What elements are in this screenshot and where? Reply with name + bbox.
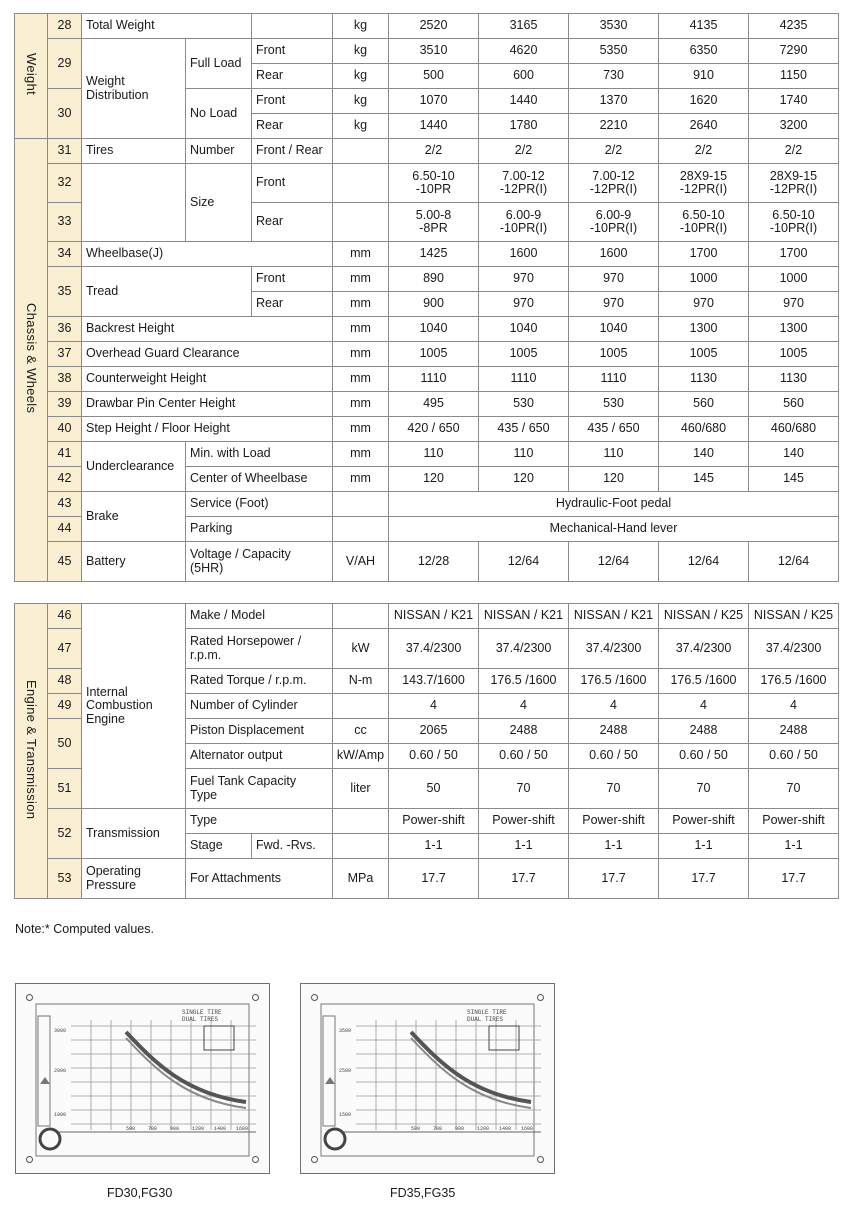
- value-cell: 0.60 / 50: [569, 744, 659, 769]
- unit: mm: [333, 317, 389, 342]
- value-cell: 1620: [659, 89, 749, 114]
- item-label: Battery: [82, 542, 186, 582]
- axis-tick-label: 700: [148, 1126, 158, 1132]
- value-cell: 1040: [389, 317, 479, 342]
- item-label: Overhead Guard Clearance: [82, 342, 333, 367]
- value-cell: 3165: [479, 14, 569, 39]
- value-cell: 435 / 650: [479, 417, 569, 442]
- axis-tick-label: 1600: [521, 1126, 534, 1132]
- value-cell: 460/680: [659, 417, 749, 442]
- value-cell: 560: [749, 392, 839, 417]
- row-number: 44: [48, 517, 82, 542]
- value-cell: 110: [569, 442, 659, 467]
- row-number: 39: [48, 392, 82, 417]
- value-cell: 140: [749, 442, 839, 467]
- value-cell: NISSAN / K21: [479, 604, 569, 629]
- value-cell: 12/64: [659, 542, 749, 582]
- item-label: Counterweight Height: [82, 367, 333, 392]
- value-cell: 0.60 / 50: [389, 744, 479, 769]
- sub-label: For Attachments: [186, 859, 333, 899]
- value-cell: 4: [659, 694, 749, 719]
- unit: mm: [333, 417, 389, 442]
- row-number: 43: [48, 492, 82, 517]
- value-cell: 970: [479, 292, 569, 317]
- row-number: 51: [48, 769, 82, 809]
- unit: N-m: [333, 669, 389, 694]
- row-number: 53: [48, 859, 82, 899]
- value-cell: 1000: [749, 267, 839, 292]
- value-cell: 4: [569, 694, 659, 719]
- row-number: 48: [48, 669, 82, 694]
- sub-label: Full Load: [186, 39, 252, 89]
- value-cell: 530: [569, 392, 659, 417]
- value-cell: 176.5 /1600: [659, 669, 749, 694]
- value-cell: 1440: [389, 114, 479, 139]
- item-label: Underclearance: [82, 442, 186, 492]
- value-cell: 120: [389, 467, 479, 492]
- value-cell: 4: [749, 694, 839, 719]
- sub-label: No Load: [186, 89, 252, 139]
- table-row: [15, 342, 839, 367]
- row-number: 38: [48, 367, 82, 392]
- value-cell: 1110: [479, 367, 569, 392]
- row-number: 31: [48, 139, 82, 164]
- load-chart-plate: [15, 983, 270, 1174]
- axis-tick-label: 500: [411, 1126, 421, 1132]
- value-cell: 145: [659, 467, 749, 492]
- unit: kg: [333, 14, 389, 39]
- axis-tick-label: 1500: [339, 1112, 352, 1118]
- value-cell: 1440: [479, 89, 569, 114]
- unit: kW/Amp: [333, 744, 389, 769]
- value-cell: 1300: [659, 317, 749, 342]
- sub-label: Number: [186, 139, 252, 164]
- row-number: 45: [48, 542, 82, 582]
- value-cell: 3200: [749, 114, 839, 139]
- table-row: [15, 442, 839, 467]
- value-cell: 435 / 650: [569, 417, 659, 442]
- value-cell: 176.5 /1600: [749, 669, 839, 694]
- item-label: Backrest Height: [82, 317, 333, 342]
- value-cell: 1130: [749, 367, 839, 392]
- value-cell: 890: [389, 267, 479, 292]
- value-cell: 70: [659, 769, 749, 809]
- unit: cc: [333, 719, 389, 744]
- sub-label: Type: [186, 809, 333, 834]
- value-cell: 600: [479, 64, 569, 89]
- row-number: 35: [48, 267, 82, 317]
- row-number: 42: [48, 467, 82, 492]
- value-cell: 2/2: [659, 139, 749, 164]
- value-cell: 0.60 / 50: [479, 744, 569, 769]
- value-cell: 560: [659, 392, 749, 417]
- value-cell: 1-1: [389, 834, 479, 859]
- sub-label: Front: [252, 39, 333, 64]
- load-chart-drawing: [301, 984, 554, 1173]
- value-cell: 120: [479, 467, 569, 492]
- value-cell: 1070: [389, 89, 479, 114]
- table-row: [15, 809, 839, 834]
- axis-tick-label: 700: [433, 1126, 443, 1132]
- value-cell: 28X9-15 -12PR(I): [659, 164, 749, 203]
- table-row: [15, 242, 839, 267]
- sub-label: Service (Foot): [186, 492, 333, 517]
- row-number: 28: [48, 14, 82, 39]
- unit: mm: [333, 242, 389, 267]
- table-row: [15, 14, 839, 39]
- item-label: Weight Distribution: [82, 39, 186, 139]
- value-cell: 2520: [389, 14, 479, 39]
- table-row: [15, 542, 839, 582]
- item-label: Drawbar Pin Center Height: [82, 392, 333, 417]
- value-cell: 176.5 /1600: [569, 669, 659, 694]
- value-cell: 1600: [569, 242, 659, 267]
- value-cell: Power-shift: [479, 809, 569, 834]
- value-cell: 6.00-9 -10PR(I): [569, 203, 659, 242]
- table-row: [15, 392, 839, 417]
- value-cell: 4235: [749, 14, 839, 39]
- unit: mm: [333, 292, 389, 317]
- table-row: [15, 267, 839, 292]
- value-cell: 970: [569, 292, 659, 317]
- row-number: 36: [48, 317, 82, 342]
- unit: mm: [333, 467, 389, 492]
- value-cell: 530: [479, 392, 569, 417]
- table-row: [15, 317, 839, 342]
- value-cell: Power-shift: [569, 809, 659, 834]
- value-cell: 1600: [479, 242, 569, 267]
- item-label: Internal Combustion Engine: [82, 604, 186, 809]
- value-cell: 37.4/2300: [389, 629, 479, 669]
- value-cell: 1740: [749, 89, 839, 114]
- sub-label: Fwd. -Rvs.: [252, 834, 333, 859]
- unit: liter: [333, 769, 389, 809]
- value-cell: 1780: [479, 114, 569, 139]
- value-cell: 0.60 / 50: [659, 744, 749, 769]
- spec-table-engine: [14, 603, 839, 899]
- value-cell: NISSAN / K21: [389, 604, 479, 629]
- axis-tick-label: 3500: [339, 1028, 352, 1034]
- value-cell: 1-1: [569, 834, 659, 859]
- value-cell: 970: [569, 267, 659, 292]
- axis-tick-label: 900: [170, 1126, 180, 1132]
- value-cell: 2/2: [569, 139, 659, 164]
- row-number: 30: [48, 89, 82, 139]
- item-label: Brake: [82, 492, 186, 542]
- sub-label: Min. with Load: [186, 442, 333, 467]
- group-weight: Weight: [15, 14, 48, 139]
- value-cell: 2488: [749, 719, 839, 744]
- value-cell: 1300: [749, 317, 839, 342]
- value-cell: 6.00-9 -10PR(I): [479, 203, 569, 242]
- value-cell: 2640: [659, 114, 749, 139]
- table-row: [15, 417, 839, 442]
- group-engine: Engine & Transmission: [15, 604, 48, 899]
- load-chart-drawing: [16, 984, 269, 1173]
- value-cell: 6.50-10 -10PR(I): [749, 203, 839, 242]
- plate-title: SINGLE TIRE: [467, 1009, 507, 1016]
- row-number: 33: [48, 203, 82, 242]
- value-cell: 0.60 / 50: [749, 744, 839, 769]
- sub-label: Alternator output: [186, 744, 333, 769]
- value-cell: 7290: [749, 39, 839, 64]
- value-cell: 1000: [659, 267, 749, 292]
- item-label: Total Weight: [82, 14, 252, 39]
- value-cell: 2210: [569, 114, 659, 139]
- value-cell: 12/64: [569, 542, 659, 582]
- value-cell: 50: [389, 769, 479, 809]
- sub-label: Size: [186, 164, 252, 242]
- sub-label: Center of Wheelbase: [186, 467, 333, 492]
- value-cell: 12/28: [389, 542, 479, 582]
- item-label: Transmission: [82, 809, 186, 859]
- value-cell: 12/64: [749, 542, 839, 582]
- table-row: [15, 39, 839, 64]
- axis-tick-label: 2000: [54, 1068, 67, 1074]
- value-cell: 37.4/2300: [569, 629, 659, 669]
- value-cell: 5350: [569, 39, 659, 64]
- value-cell: 4620: [479, 39, 569, 64]
- value-cell: 2/2: [389, 139, 479, 164]
- value-cell: NISSAN / K25: [659, 604, 749, 629]
- value-cell: 37.4/2300: [659, 629, 749, 669]
- value-cell: 3510: [389, 39, 479, 64]
- sub-label: Rated Horsepower / r.p.m.: [186, 629, 333, 669]
- value-cell: 910: [659, 64, 749, 89]
- axis-tick-label: 1400: [214, 1126, 227, 1132]
- value-cell: 70: [479, 769, 569, 809]
- value-cell: 1005: [659, 342, 749, 367]
- axis-tick-label: 2500: [339, 1068, 352, 1074]
- value-cell: NISSAN / K21: [569, 604, 659, 629]
- axis-tick-label: 1600: [236, 1126, 249, 1132]
- value-cell: 7.00-12 -12PR(I): [479, 164, 569, 203]
- unit: mm: [333, 367, 389, 392]
- table-row: [15, 367, 839, 392]
- value-cell: 110: [479, 442, 569, 467]
- chart-caption: FD30,FG30: [107, 1186, 173, 1200]
- value-cell: 970: [749, 292, 839, 317]
- value-cell: Hydraulic-Foot pedal: [389, 492, 839, 517]
- value-cell: Power-shift: [659, 809, 749, 834]
- row-number: 32: [48, 164, 82, 203]
- table-row: [15, 604, 839, 629]
- value-cell: 2488: [659, 719, 749, 744]
- value-cell: 143.7/1600: [389, 669, 479, 694]
- sub-label: Rear: [252, 64, 333, 89]
- value-cell: 1005: [479, 342, 569, 367]
- value-cell: 1700: [749, 242, 839, 267]
- value-cell: 1005: [749, 342, 839, 367]
- row-number: 29: [48, 39, 82, 89]
- sub-label: Piston Displacement: [186, 719, 333, 744]
- axis-tick-label: 1200: [477, 1126, 490, 1132]
- axis-tick-label: 1400: [499, 1126, 512, 1132]
- value-cell: Power-shift: [389, 809, 479, 834]
- sub-label: Rear: [252, 203, 333, 242]
- value-cell: 2488: [569, 719, 659, 744]
- unit: mm: [333, 342, 389, 367]
- value-cell: 17.7: [479, 859, 569, 899]
- value-cell: 120: [569, 467, 659, 492]
- value-cell: 1-1: [479, 834, 569, 859]
- group-chassis: Chassis & Wheels: [15, 139, 48, 582]
- value-cell: 500: [389, 64, 479, 89]
- value-cell: 37.4/2300: [479, 629, 569, 669]
- sub-label: Front / Rear: [252, 139, 333, 164]
- value-cell: 1-1: [749, 834, 839, 859]
- value-cell: 17.7: [389, 859, 479, 899]
- value-cell: 1005: [389, 342, 479, 367]
- row-number: 49: [48, 694, 82, 719]
- unit: MPa: [333, 859, 389, 899]
- value-cell: 2065: [389, 719, 479, 744]
- axis-tick-label: 1200: [192, 1126, 205, 1132]
- unit: kg: [333, 114, 389, 139]
- sub-label: Front: [252, 89, 333, 114]
- value-cell: 17.7: [749, 859, 839, 899]
- value-cell: 2488: [479, 719, 569, 744]
- table-row: [15, 139, 839, 164]
- unit: mm: [333, 392, 389, 417]
- value-cell: 495: [389, 392, 479, 417]
- row-number: 50: [48, 719, 82, 769]
- value-cell: 37.4/2300: [749, 629, 839, 669]
- row-number: 52: [48, 809, 82, 859]
- value-cell: 3530: [569, 14, 659, 39]
- unit: kg: [333, 64, 389, 89]
- plate-subtitle: DUAL TIRES: [182, 1016, 219, 1023]
- value-cell: 970: [479, 267, 569, 292]
- value-cell: 1425: [389, 242, 479, 267]
- table-row: [15, 492, 839, 517]
- sub-label: Front: [252, 267, 333, 292]
- value-cell: 4: [479, 694, 569, 719]
- axis-tick-label: 900: [455, 1126, 465, 1132]
- row-number: 41: [48, 442, 82, 467]
- value-cell: 1130: [659, 367, 749, 392]
- sub-label: Front: [252, 164, 333, 203]
- value-cell: 900: [389, 292, 479, 317]
- value-cell: 12/64: [479, 542, 569, 582]
- value-cell: 176.5 /1600: [479, 669, 569, 694]
- unit: kW: [333, 629, 389, 669]
- value-cell: 145: [749, 467, 839, 492]
- row-number: 40: [48, 417, 82, 442]
- plate-subtitle: DUAL TIRES: [467, 1016, 504, 1023]
- value-cell: 1700: [659, 242, 749, 267]
- row-number: 46: [48, 604, 82, 629]
- value-cell: 1150: [749, 64, 839, 89]
- value-cell: 2/2: [749, 139, 839, 164]
- unit: mm: [333, 267, 389, 292]
- item-label: Wheelbase(J): [82, 242, 333, 267]
- axis-tick-label: 500: [126, 1126, 136, 1132]
- value-cell: 17.7: [659, 859, 749, 899]
- value-cell: 1110: [389, 367, 479, 392]
- sub-label: Number of Cylinder: [186, 694, 333, 719]
- sub-label: Parking: [186, 517, 333, 542]
- sub-label: Voltage / Capacity (5HR): [186, 542, 333, 582]
- value-cell: 1040: [569, 317, 659, 342]
- value-cell: 4135: [659, 14, 749, 39]
- value-cell: 28X9-15 -12PR(I): [749, 164, 839, 203]
- value-cell: 970: [659, 292, 749, 317]
- sub-label: Stage: [186, 834, 252, 859]
- value-cell: 70: [749, 769, 839, 809]
- unit: kg: [333, 89, 389, 114]
- spec-table-weight-chassis: [14, 13, 839, 582]
- unit: V/AH: [333, 542, 389, 582]
- value-cell: 6350: [659, 39, 749, 64]
- value-cell: 140: [659, 442, 749, 467]
- item-label: Step Height / Floor Height: [82, 417, 333, 442]
- value-cell: 6.50-10 -10PR(I): [659, 203, 749, 242]
- sub-label: Rear: [252, 114, 333, 139]
- item-label: Tires: [82, 139, 186, 164]
- value-cell: 110: [389, 442, 479, 467]
- chart-caption: FD35,FG35: [390, 1186, 456, 1200]
- sub-label: Rear: [252, 292, 333, 317]
- value-cell: 4: [389, 694, 479, 719]
- axis-tick-label: 1000: [54, 1112, 67, 1118]
- sub-label: Make / Model: [186, 604, 333, 629]
- sub-label: Rated Torque / r.p.m.: [186, 669, 333, 694]
- row-number: 37: [48, 342, 82, 367]
- axis-tick-label: 3000: [54, 1028, 67, 1034]
- value-cell: 730: [569, 64, 659, 89]
- value-cell: 420 / 650: [389, 417, 479, 442]
- table-row: [15, 164, 839, 203]
- unit: kg: [333, 39, 389, 64]
- item-label: Tread: [82, 267, 252, 317]
- value-cell: 5.00-8 -8PR: [389, 203, 479, 242]
- row-number: 34: [48, 242, 82, 267]
- value-cell: 17.7: [569, 859, 659, 899]
- value-cell: 1370: [569, 89, 659, 114]
- plate-title: SINGLE TIRE: [182, 1009, 222, 1016]
- row-number: 47: [48, 629, 82, 669]
- sub-label: Fuel Tank Capacity Type: [186, 769, 333, 809]
- value-cell: Power-shift: [749, 809, 839, 834]
- table-row: [15, 859, 839, 899]
- value-cell: 7.00-12 -12PR(I): [569, 164, 659, 203]
- value-cell: 70: [569, 769, 659, 809]
- value-cell: 2/2: [479, 139, 569, 164]
- value-cell: NISSAN / K25: [749, 604, 839, 629]
- unit: mm: [333, 442, 389, 467]
- load-chart-plate: [300, 983, 555, 1174]
- value-cell: 1-1: [659, 834, 749, 859]
- value-cell: 1110: [569, 367, 659, 392]
- value-cell: 1040: [479, 317, 569, 342]
- item-label: Operating Pressure: [82, 859, 186, 899]
- value-cell: 6.50-10 -10PR: [389, 164, 479, 203]
- value-cell: 460/680: [749, 417, 839, 442]
- footnote: Note:* Computed values.: [15, 922, 154, 936]
- value-cell: 1005: [569, 342, 659, 367]
- value-cell: Mechanical-Hand lever: [389, 517, 839, 542]
